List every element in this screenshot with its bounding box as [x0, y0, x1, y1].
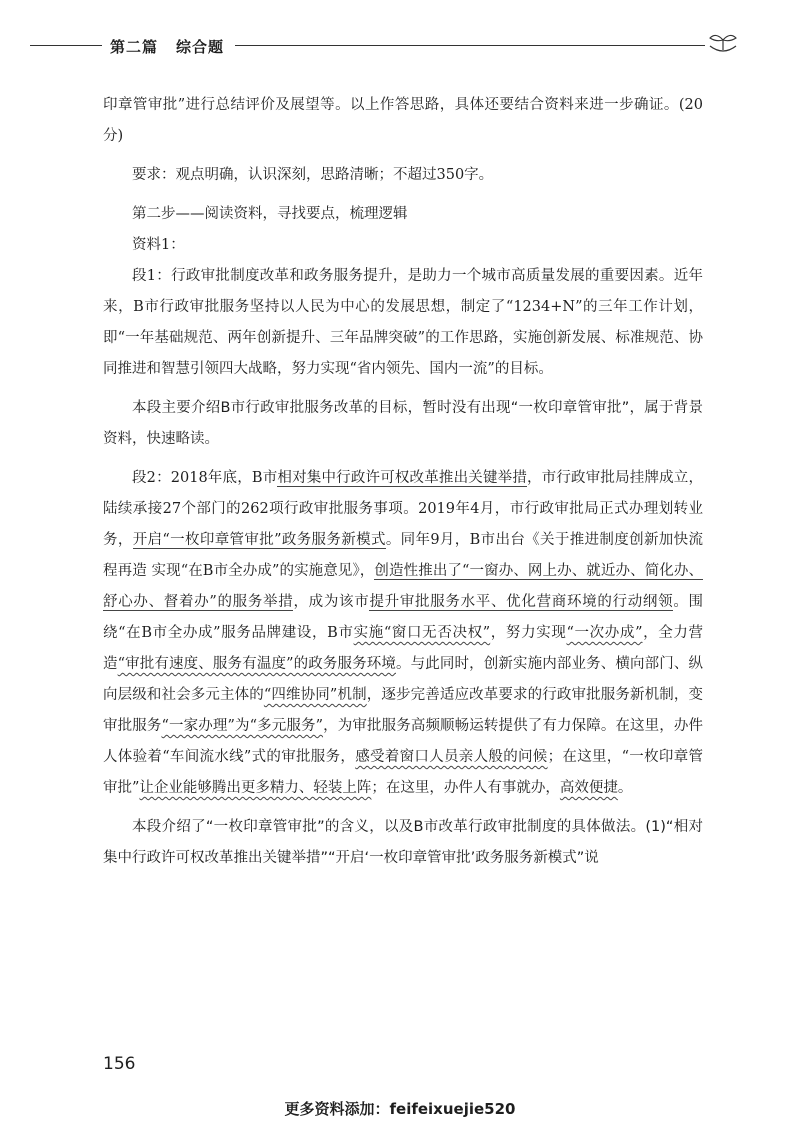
- text-run: ；在这里，“一枚印章管审批”: [103, 749, 703, 796]
- text-run: ，全力营造: [103, 625, 704, 672]
- page-number: 156: [103, 1054, 136, 1074]
- paragraph-requirements: 要求：观点明确，认识深刻，思路清晰；不超过350字。: [132, 167, 494, 183]
- analysis-paragraph-1: 本段主要介绍B市行政审批服务改革的目标，暂时没有出现“一枚印章管审批”，属于背景资料，快速略读。: [103, 400, 703, 447]
- highlight-efficient: 高效便捷: [559, 780, 618, 796]
- page-body: [103, 90, 703, 874]
- analysis-paragraph-2: 本段介绍了“一枚印章管审批”的含义，以及B市改革行政审批制度的具体做法。(1)“相对集中行政许可权改革推出关键举措”“开启‘一枚印章管审批’政务服务新模式”说: [103, 819, 703, 866]
- highlight-key-measure: 相对集中行政许可权改革推出关键举措: [277, 470, 527, 486]
- highlight-enterprise: 让企业能够腾出更多精力、轻装上阵: [139, 780, 372, 796]
- header-part-title: 综合题: [176, 38, 225, 56]
- text-run: ；在这里，办件人有事就办，: [371, 780, 560, 796]
- text-run: ，成为该市: [293, 594, 370, 610]
- highlight-service-measures: 创造性推出了“一窗办、网上办、就近办、简化办、舒心办、督着办”的服务举措: [103, 563, 703, 610]
- paragraph-material-2: [103, 463, 703, 804]
- header-section: 第二篇: [110, 38, 159, 56]
- header-title: [110, 36, 224, 57]
- text-run: 。同年9月，B市出台《关于推进制度创新加快流程再造 实现“在B市全办成”的实施意见》，: [103, 532, 704, 579]
- material-label: 资料1：: [132, 237, 185, 253]
- highlight-one-time: “一次办成”: [566, 625, 643, 641]
- header-rule-right: [235, 45, 705, 46]
- footer-note: 更多资料添加：feifeixuejie520: [284, 1100, 516, 1118]
- step-heading: 第二步——阅读资料，寻找要点，梳理逻辑: [132, 206, 408, 222]
- text-run: 。: [617, 780, 633, 796]
- running-header: [30, 28, 750, 68]
- text-run: ，为审批服务高频顺畅运转提供了有力保障。在这里，办件人体验着“车间流水线”式的审批服务，: [103, 718, 704, 765]
- highlight-four-dimension: “四维协同”机制: [263, 687, 367, 703]
- highlight-environment: “审批有速度、服务有温度”的政务服务环境: [117, 656, 396, 672]
- highlight-greetings: 感受着窗口人员亲人般的问候: [355, 749, 548, 765]
- highlight-multi-service: “一家办理”为“多元服务”: [161, 718, 324, 734]
- sprout-icon: [706, 30, 740, 60]
- text-run: 段2：2018年底，B市: [132, 470, 278, 486]
- paragraph-task-continued: 印章管审批”进行总结评价及展望等。以上作答思路，具体还要结合资料来进一步确证。(20分): [103, 97, 703, 144]
- text-run: 。围绕“在B市全办成”服务品牌建设，B市: [103, 594, 704, 641]
- text-run: 。与此同时，创新实施内部业务、横向部门、纵向层级和社会多元主体的: [103, 656, 704, 703]
- text-run: ，市行政审批局挂牌成立，陆续承接27个部门的262项行政审批服务事项。2019年4月，市行政审批局正式办理划转业务，: [103, 470, 703, 548]
- header-rule-left: [30, 45, 102, 46]
- text-run: ，努力实现: [490, 625, 567, 641]
- paragraph-material-1: 段1：行政审批制度改革和政务服务提升，是助力一个城市高质量发展的重要因素。近年来，B市行政审批服务坚持以人民为中心的发展思想，制定了“1234+N”的三年工作计划，即“一年基础规范、两年创新提升、三年品牌突破”的工作思路，实施创新发展、标准规范、协同推进和智慧引领四大战略，努力实现“省内领先、国内一流”的目标。: [103, 268, 703, 377]
- text-run: ，逐步完善适应改革要求的行政审批服务新机制，变审批服务: [103, 687, 704, 734]
- highlight-no-veto: 实施“窗口无否决权”: [353, 625, 491, 641]
- highlight-new-model: 开启“一枚印章管审批”政务服务新模式: [132, 532, 386, 548]
- highlight-action-guide: 提升审批服务水平、优化营商环境的行动纲领: [369, 594, 674, 610]
